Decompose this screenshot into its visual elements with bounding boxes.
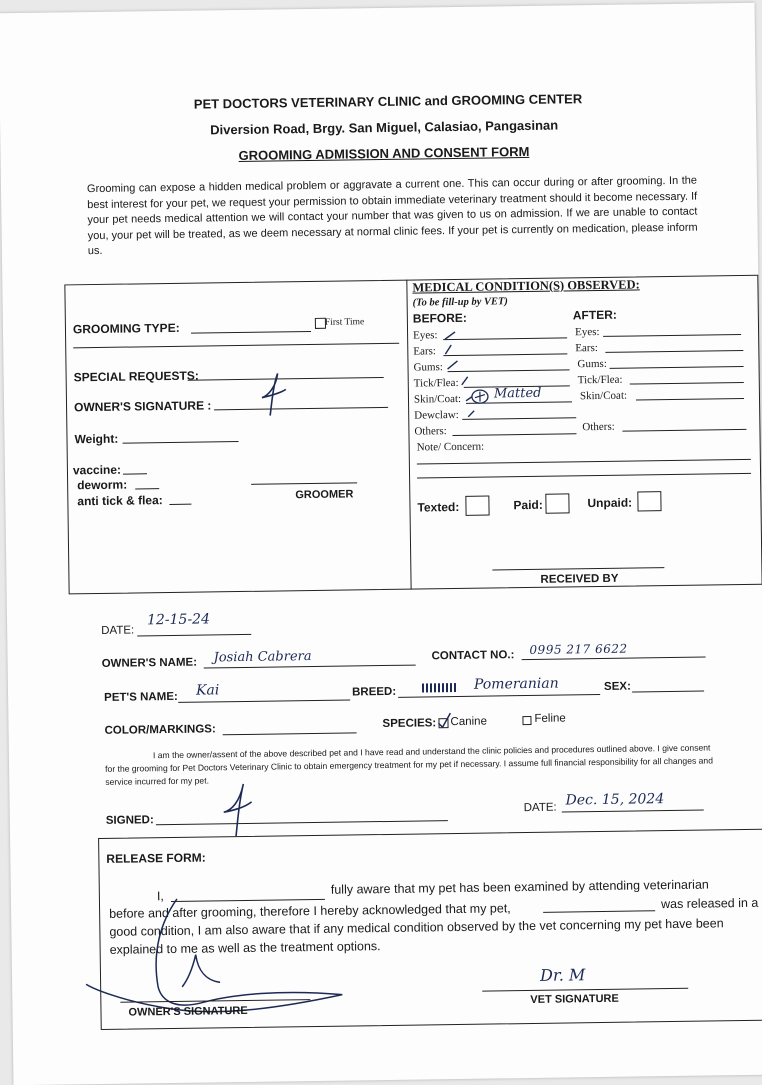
date2-value[interactable]: Dec. 15, 2024 bbox=[565, 791, 665, 809]
skin-coat-note: Matted bbox=[493, 385, 542, 402]
vet-signature-label: VET SIGNATURE bbox=[530, 992, 619, 1007]
before-tickflea-label: Tick/Flea: bbox=[413, 376, 459, 390]
unpaid-checkbox[interactable] bbox=[637, 491, 661, 511]
signed-field[interactable] bbox=[156, 820, 448, 825]
medical-title: MEDICAL CONDITION(S) OBSERVED: bbox=[412, 277, 640, 295]
after-eyes-label: Eyes: bbox=[574, 325, 600, 339]
release-title: RELEASE FORM: bbox=[106, 850, 206, 866]
weight-label: Weight: bbox=[74, 431, 119, 447]
release-text-4: explained to me as well as the treatment options. bbox=[109, 939, 381, 957]
pet-name-value[interactable]: Kai bbox=[195, 682, 220, 699]
release-text-2a: before and after grooming, therefore I hereby acknowledged that my pet, bbox=[109, 901, 511, 921]
special-requests-label: SPECIAL REQUESTS: bbox=[73, 368, 199, 385]
paid-label: Paid: bbox=[513, 497, 543, 513]
contact-label: CONTACT NO.: bbox=[431, 649, 515, 663]
date-field[interactable] bbox=[137, 634, 251, 637]
texted-label: Texted: bbox=[417, 499, 460, 515]
owner-name-label: OWNER'S NAME: bbox=[101, 656, 198, 670]
before-gums-label: Gums: bbox=[413, 361, 443, 374]
sex-field[interactable] bbox=[632, 691, 704, 693]
received-by-label: RECEIVED BY bbox=[540, 572, 619, 586]
owner-name-value[interactable]: Josiah Cabrera bbox=[213, 649, 312, 666]
form-page bbox=[0, 3, 762, 1085]
signed-signature-mark bbox=[217, 780, 258, 841]
medical-subtitle: (To be fill-up by VET) bbox=[412, 296, 508, 309]
deworm-label: deworm: bbox=[77, 477, 128, 493]
before-ears-label: Ears: bbox=[413, 345, 437, 358]
date-label: DATE: bbox=[101, 624, 135, 637]
date2-label: DATE: bbox=[523, 801, 557, 815]
owner-signature-mark bbox=[256, 369, 293, 419]
before-others-label: Others: bbox=[414, 425, 447, 438]
after-gums-label: Gums: bbox=[577, 357, 607, 371]
species-label: SPECIES: bbox=[382, 717, 437, 731]
breed-value[interactable]: Pomeranian bbox=[473, 675, 559, 693]
contact-value[interactable]: 0995 217 6622 bbox=[529, 641, 628, 657]
before-check-marks bbox=[441, 327, 472, 417]
grooming-type-label: GROOMING TYPE: bbox=[72, 320, 180, 337]
color-markings-label: COLOR/MARKINGS: bbox=[104, 723, 216, 737]
groomer-label: GROOMER bbox=[295, 488, 354, 502]
breed-field[interactable] bbox=[398, 694, 600, 698]
pet-name-label: PET'S NAME: bbox=[104, 690, 178, 704]
texted-checkbox[interactable] bbox=[465, 496, 489, 516]
sex-label: SEX: bbox=[603, 680, 631, 693]
first-time-label: First Time bbox=[324, 317, 365, 328]
canine-label: Canine bbox=[450, 715, 488, 729]
date-value[interactable]: 12-15-24 bbox=[146, 611, 211, 629]
date2-field[interactable] bbox=[562, 810, 704, 813]
release-owner-signature-label: OWNER'S SIGNATURE bbox=[128, 1004, 248, 1019]
form-title: GROOMING ADMISSION AND CONSENT FORM bbox=[238, 143, 530, 163]
release-text-i: I, bbox=[156, 889, 164, 904]
signed-label: SIGNED: bbox=[105, 814, 154, 827]
after-label: AFTER: bbox=[572, 307, 617, 323]
consent-paragraph: I am the owner/assent of the above described pet and I have read and understand the clinic policies and procedures outlined above. I give consent for the grooming for Pet Doctors Veterinary Clinic to obtain emergency treatment for my pet if necessary. I assume full financial responsibility for all changes and service incurred for my pet. bbox=[105, 742, 714, 787]
intro-paragraph: Grooming can expose a hidden medical problem or aggravate a current one. This can occur during or after grooming. In the best interest for your pet, we request your permission to obtain immediate veterinary treatment should it become necessary. If your pet needs medical attention we will contact your number that was given to us on admission. If we are unable to contact you, your pet will be treated, as we deem necessary at normal clinic fees. If your pet is currently on medication, please inform us. bbox=[86, 174, 698, 258]
release-text-1: fully aware that my pet has been examined by attending veterinarian bbox=[330, 877, 709, 897]
note-concern-label: Note/ Concern: bbox=[416, 440, 485, 454]
release-text-2b: was released in a bbox=[660, 895, 759, 912]
release-text-3: good condition, I am also aware that if any medical condition observed by the vet concerning my pet have been bbox=[109, 916, 724, 939]
color-markings-field[interactable] bbox=[223, 732, 357, 735]
after-tickflea-label: Tick/Flea: bbox=[577, 373, 623, 387]
breed-label: BREED: bbox=[351, 685, 397, 699]
after-skincoat-label: Skin/Coat: bbox=[579, 389, 628, 403]
before-skincoat-label: Skin/Coat: bbox=[413, 392, 462, 406]
breed-scribble bbox=[422, 683, 458, 693]
after-others-label: Others: bbox=[582, 420, 615, 434]
paid-checkbox[interactable] bbox=[545, 493, 569, 513]
owner-name-field[interactable] bbox=[204, 665, 416, 669]
before-eyes-label: Eyes: bbox=[413, 329, 438, 342]
vet-signature-value[interactable]: Dr. M bbox=[539, 965, 586, 985]
pet-name-field[interactable] bbox=[178, 699, 350, 702]
after-ears-label: Ears: bbox=[575, 341, 598, 355]
vaccine-label: vaccine: bbox=[72, 462, 122, 478]
clinic-address: Diversion Road, Brgy. San Miguel, Calasiao, Pangasinan bbox=[210, 117, 559, 138]
before-dewclaw-label: Dewclaw: bbox=[414, 408, 459, 422]
feline-checkbox[interactable] bbox=[522, 716, 531, 725]
owner-signature-label: OWNER'S SIGNATURE : bbox=[73, 398, 212, 415]
clinic-name: PET DOCTORS VETERINARY CLINIC and GROOMING CENTER bbox=[193, 91, 583, 112]
anti-tick-label: anti tick & flea: bbox=[77, 493, 163, 509]
feline-label: Feline bbox=[534, 712, 566, 725]
skin-coat-circled-mark bbox=[470, 388, 492, 404]
unpaid-label: Unpaid: bbox=[587, 495, 633, 511]
contact-field[interactable] bbox=[522, 657, 706, 661]
before-label: BEFORE: bbox=[412, 310, 467, 326]
